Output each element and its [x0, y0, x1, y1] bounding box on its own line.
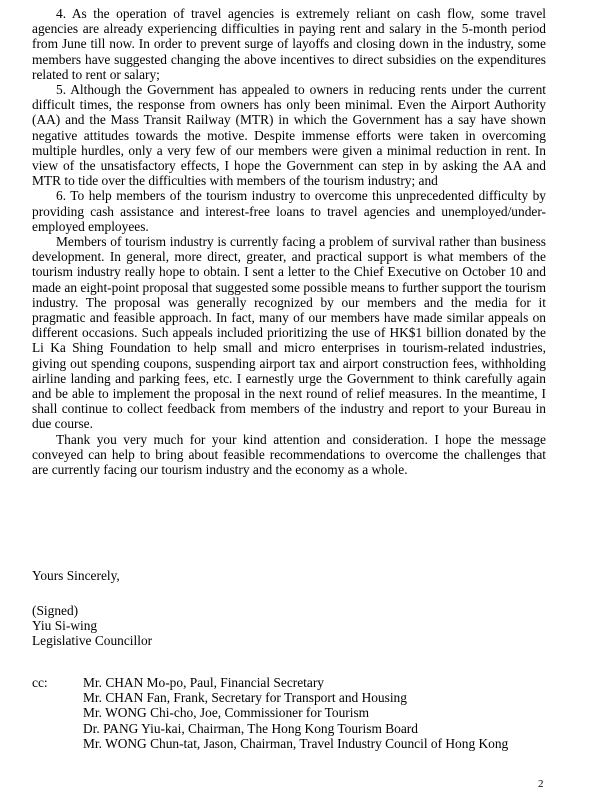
- letter-body: [32, 6, 546, 477]
- paragraph-point-5: 5. Although the Government has appealed to owners in reducing rents under the current difficult times, the response from owners has only been minimal. Even the Airport Authority (AA) and the Mass Transit Railway (MTR) in which the Government has a say have shown negative attitudes towards the motive. Despite immense efforts were taken in overcoming multiple hurdles, only a very few of our members were given a minimal reduction in rent. In view of the unsatisfactory effects, I hope the Government can step in by asking the AA and MTR to tide over the difficulties with members of the tourism industry; and: [32, 82, 546, 189]
- cc-list: [83, 675, 508, 751]
- cc-recipient: Dr. PANG Yiu-kai, Chairman, The Hong Kong Tourism Board: [83, 720, 418, 736]
- paragraph-point-6: 6. To help members of the tourism industry to overcome this unprecedented difficulty by providing cash assistance and interest-free loans to travel agencies and unemployed/under-employed employees.: [32, 188, 546, 234]
- page-number: 2: [538, 778, 544, 790]
- closing-salutation: Yours Sincerely,: [32, 568, 120, 583]
- paragraph-thanks: Thank you very much for your kind attention and consideration. I hope the message conveyed can help to bring about feasible recommendations to overcome the challenges that are currently facing our tourism industry and the economy as a whole.: [32, 431, 546, 478]
- signer-title: Legislative Councillor: [32, 633, 153, 649]
- cc-recipient: Mr. WONG Chun-tat, Jason, Chairman, Travel Industry Council of Hong Kong: [83, 735, 509, 751]
- paragraph-survival: Members of tourism industry is currently facing a problem of survival rather than business development. In general, more direct, greater, and practical support is what members of the tourism industry really hope to obtain. I sent a letter to the Chief Executive on October 10 and made an eight-point proposal that suggested some possible means to further support the tourism industry. The proposal was generally recognized by our members and the media for it pragmatic and feasible approach. In fact, many of our members have made similar appeals on different occasions. Such appeals included prioritizing the use of HK$1 billion donated by the Li Ka Shing Foundation to help small and micro enterprises in tourism-related industries, giving out spending coupons, suspending airport tax and airport construction fees, withholding airline landing and parking fees, etc. I earnestly urge the Government to think carefully again and be able to implement the proposal in the next round of relief measures. In the meantime, I shall continue to collect feedback from members of the industry and report to your Bureau in due course.: [32, 234, 546, 432]
- signer-name: Yiu Si-wing: [32, 618, 98, 634]
- cc-recipient: Mr. CHAN Fan, Frank, Secretary for Transport and Housing: [83, 690, 407, 706]
- signed-note: (Signed): [32, 603, 79, 618]
- cc-label: cc:: [32, 675, 48, 690]
- cc-recipient: Mr. CHAN Mo-po, Paul, Financial Secretary: [83, 675, 324, 690]
- paragraph-point-4: 4. As the operation of travel agencies is extremely reliant on cash flow, some travel agencies are already experiencing difficulties in paying rent and salary in the 5-month period from June till now. In order to prevent surge of layoffs and closing down in the industry, some members have suggested changing the above incentives to direct subsidies on the expenditures related to rent or salary;: [32, 6, 546, 82]
- signature-block: [32, 603, 152, 649]
- cc-recipient: Mr. WONG Chi-cho, Joe, Commissioner for Tourism: [83, 705, 370, 721]
